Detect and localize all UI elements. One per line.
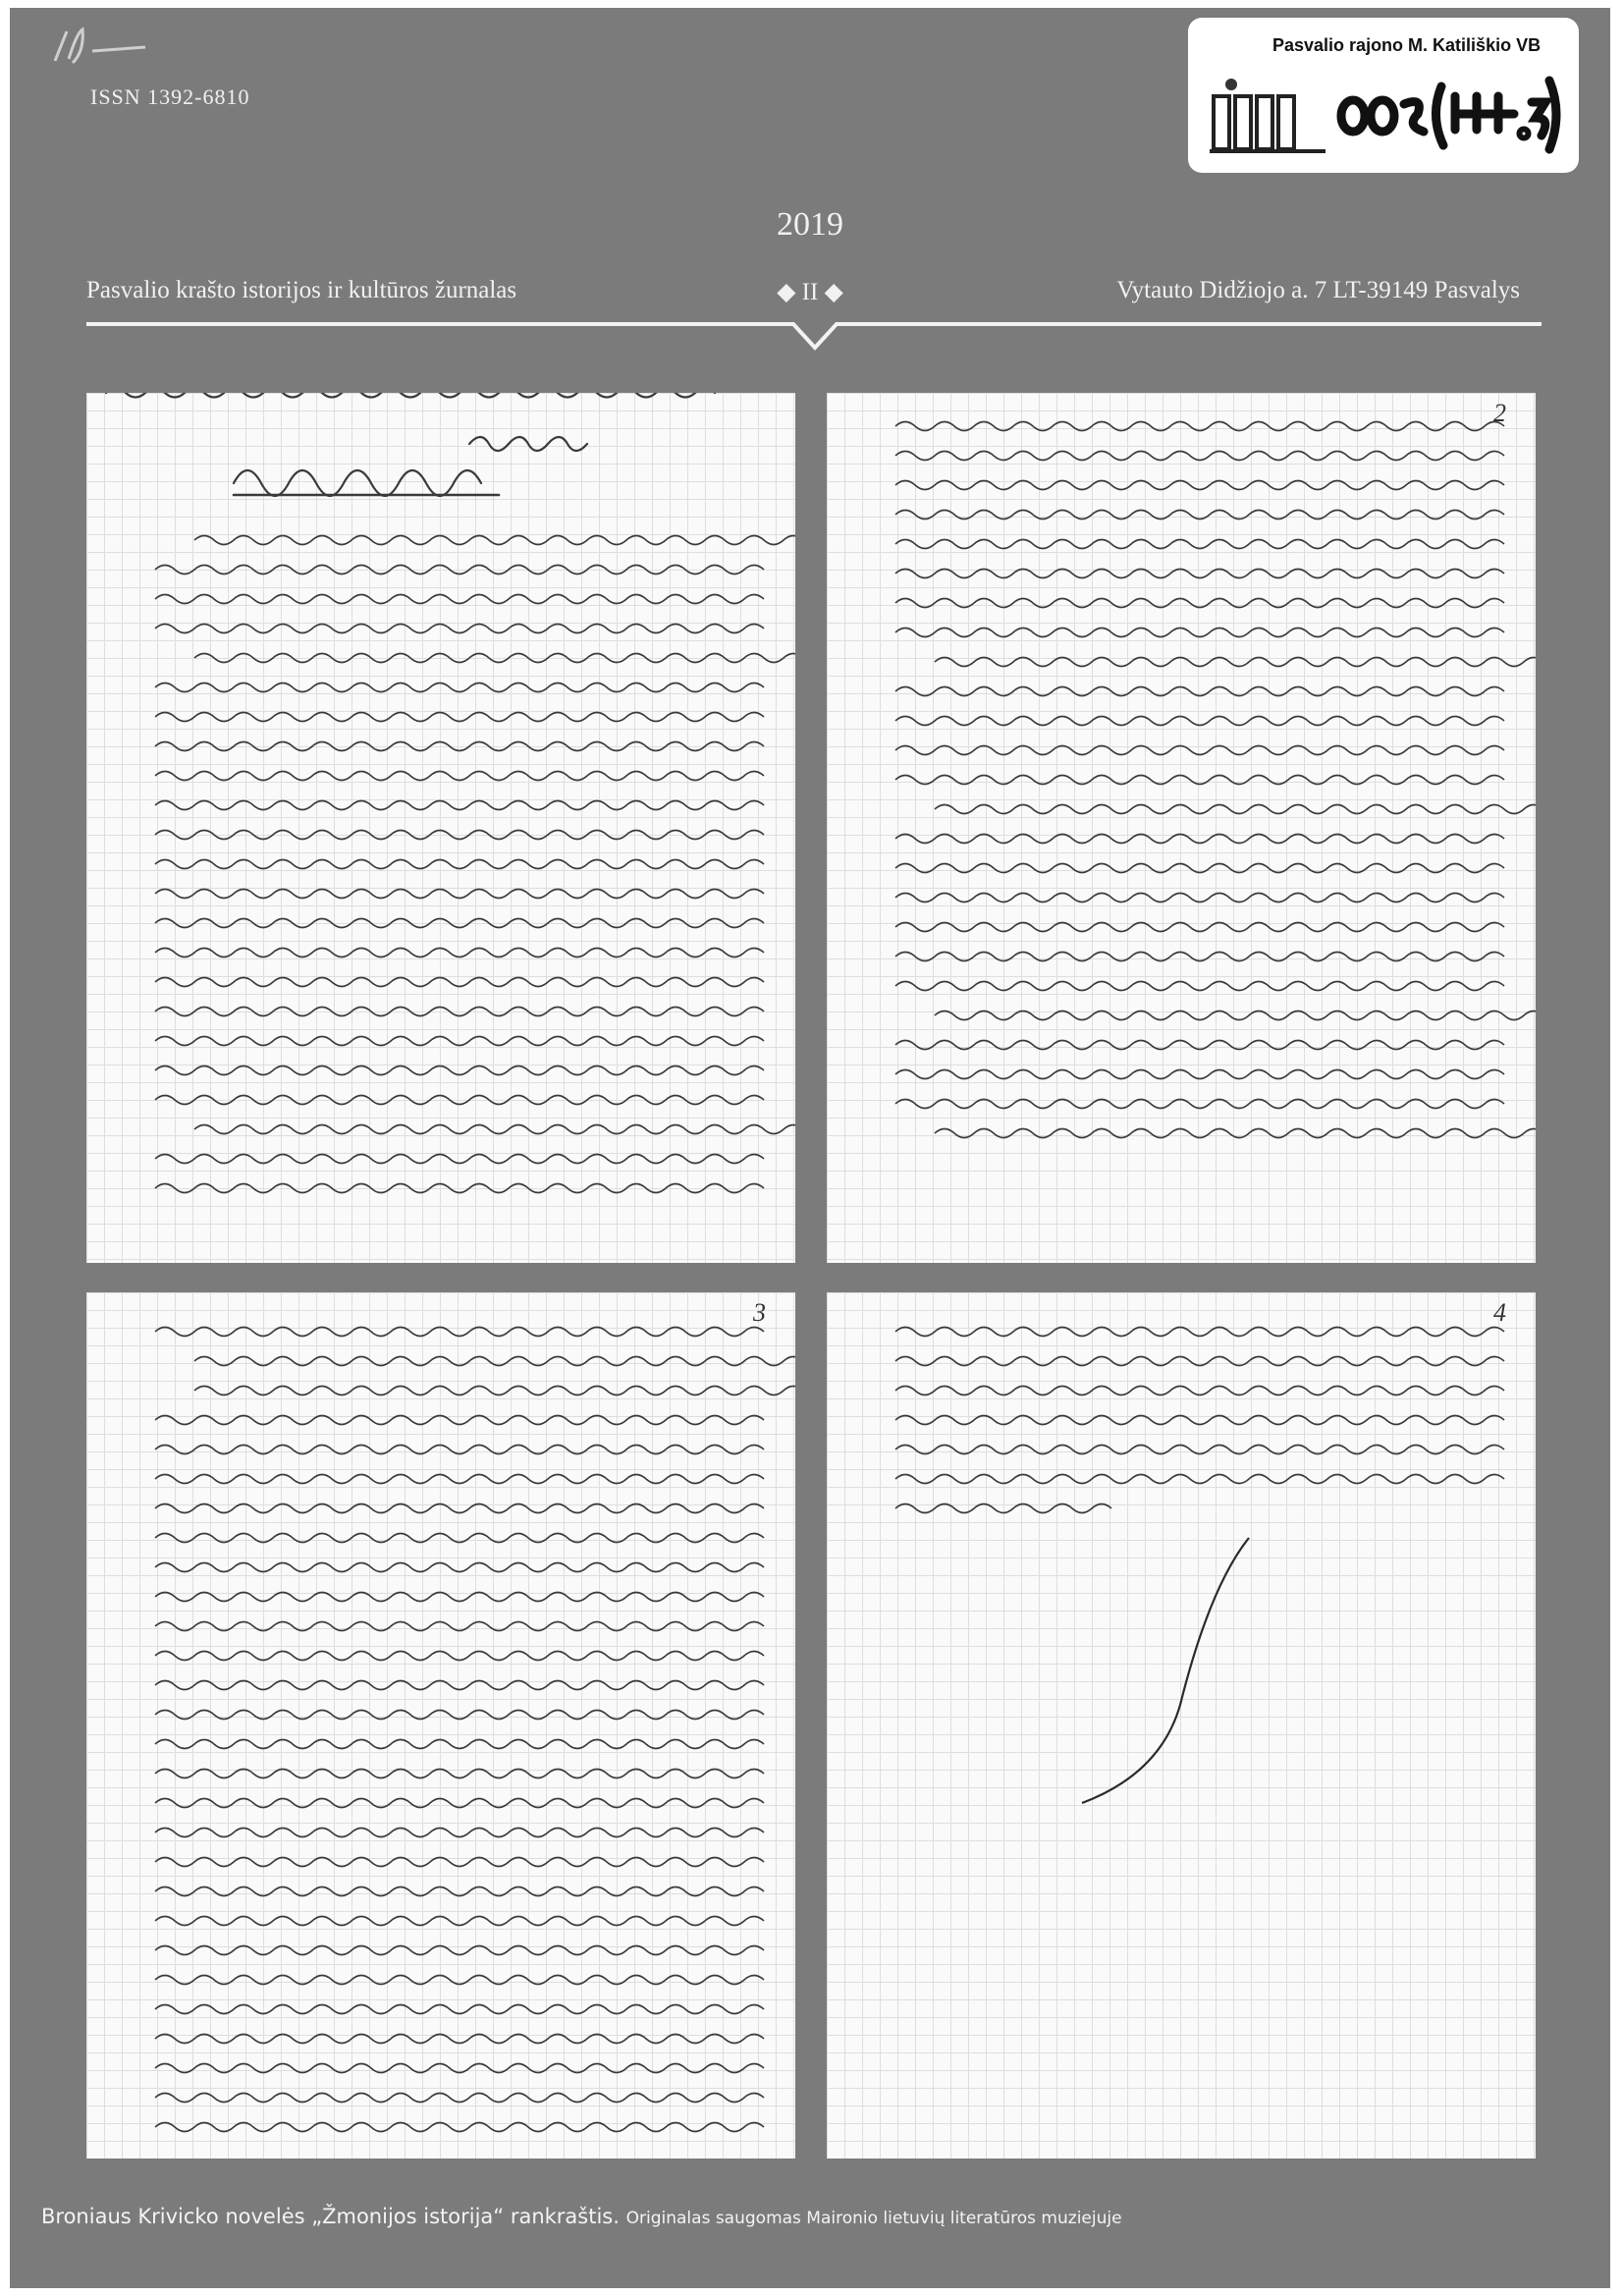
issue-year: 2019 (777, 206, 843, 243)
library-stamp (1188, 18, 1579, 173)
manuscript-page-2 (827, 393, 1536, 1263)
handwriting-scan (86, 1292, 795, 2159)
handwritten-inventory-number (1335, 67, 1561, 155)
issn-number: ISSN 1392-6810 (90, 84, 250, 109)
closing-flourish (1082, 1538, 1249, 1803)
handwriting-scan (827, 393, 1536, 1263)
caption-source-note: Originalas saugomas Maironio lietuvių literatūros muziejuje (625, 2209, 1122, 2228)
manuscript-page-4 (827, 1292, 1536, 2159)
manuscript-page-1 (86, 393, 795, 1263)
caption-title: Broniaus Krivicko novelės „Žmonijos istorija“ rankraštis. (41, 2205, 620, 2228)
handwriting-scan (86, 393, 795, 1263)
page-number: 4 (1493, 1298, 1506, 1327)
handwritten-pencil-mark (49, 22, 157, 81)
issue-number: ◆ II ◆ (777, 279, 843, 305)
handwriting-scan (827, 1292, 1536, 2159)
journal-cover (10, 8, 1610, 2288)
page-number: 2 (1493, 399, 1506, 427)
page-number: 3 (753, 1298, 766, 1327)
stamp-library-name: Pasvalio rajono M. Katiliškio VB (1272, 35, 1542, 55)
library-book-logo-icon (1210, 75, 1327, 153)
publisher-address: Vytauto Didžiojo a. 7 LT-39149 Pasvalys (1116, 277, 1520, 303)
header-divider-rule (86, 314, 1542, 357)
journal-title: Pasvalio krašto istorijos ir kultūros žurnalas (86, 277, 517, 303)
figure-caption (41, 2205, 1122, 2228)
manuscript-page-3 (86, 1292, 795, 2159)
